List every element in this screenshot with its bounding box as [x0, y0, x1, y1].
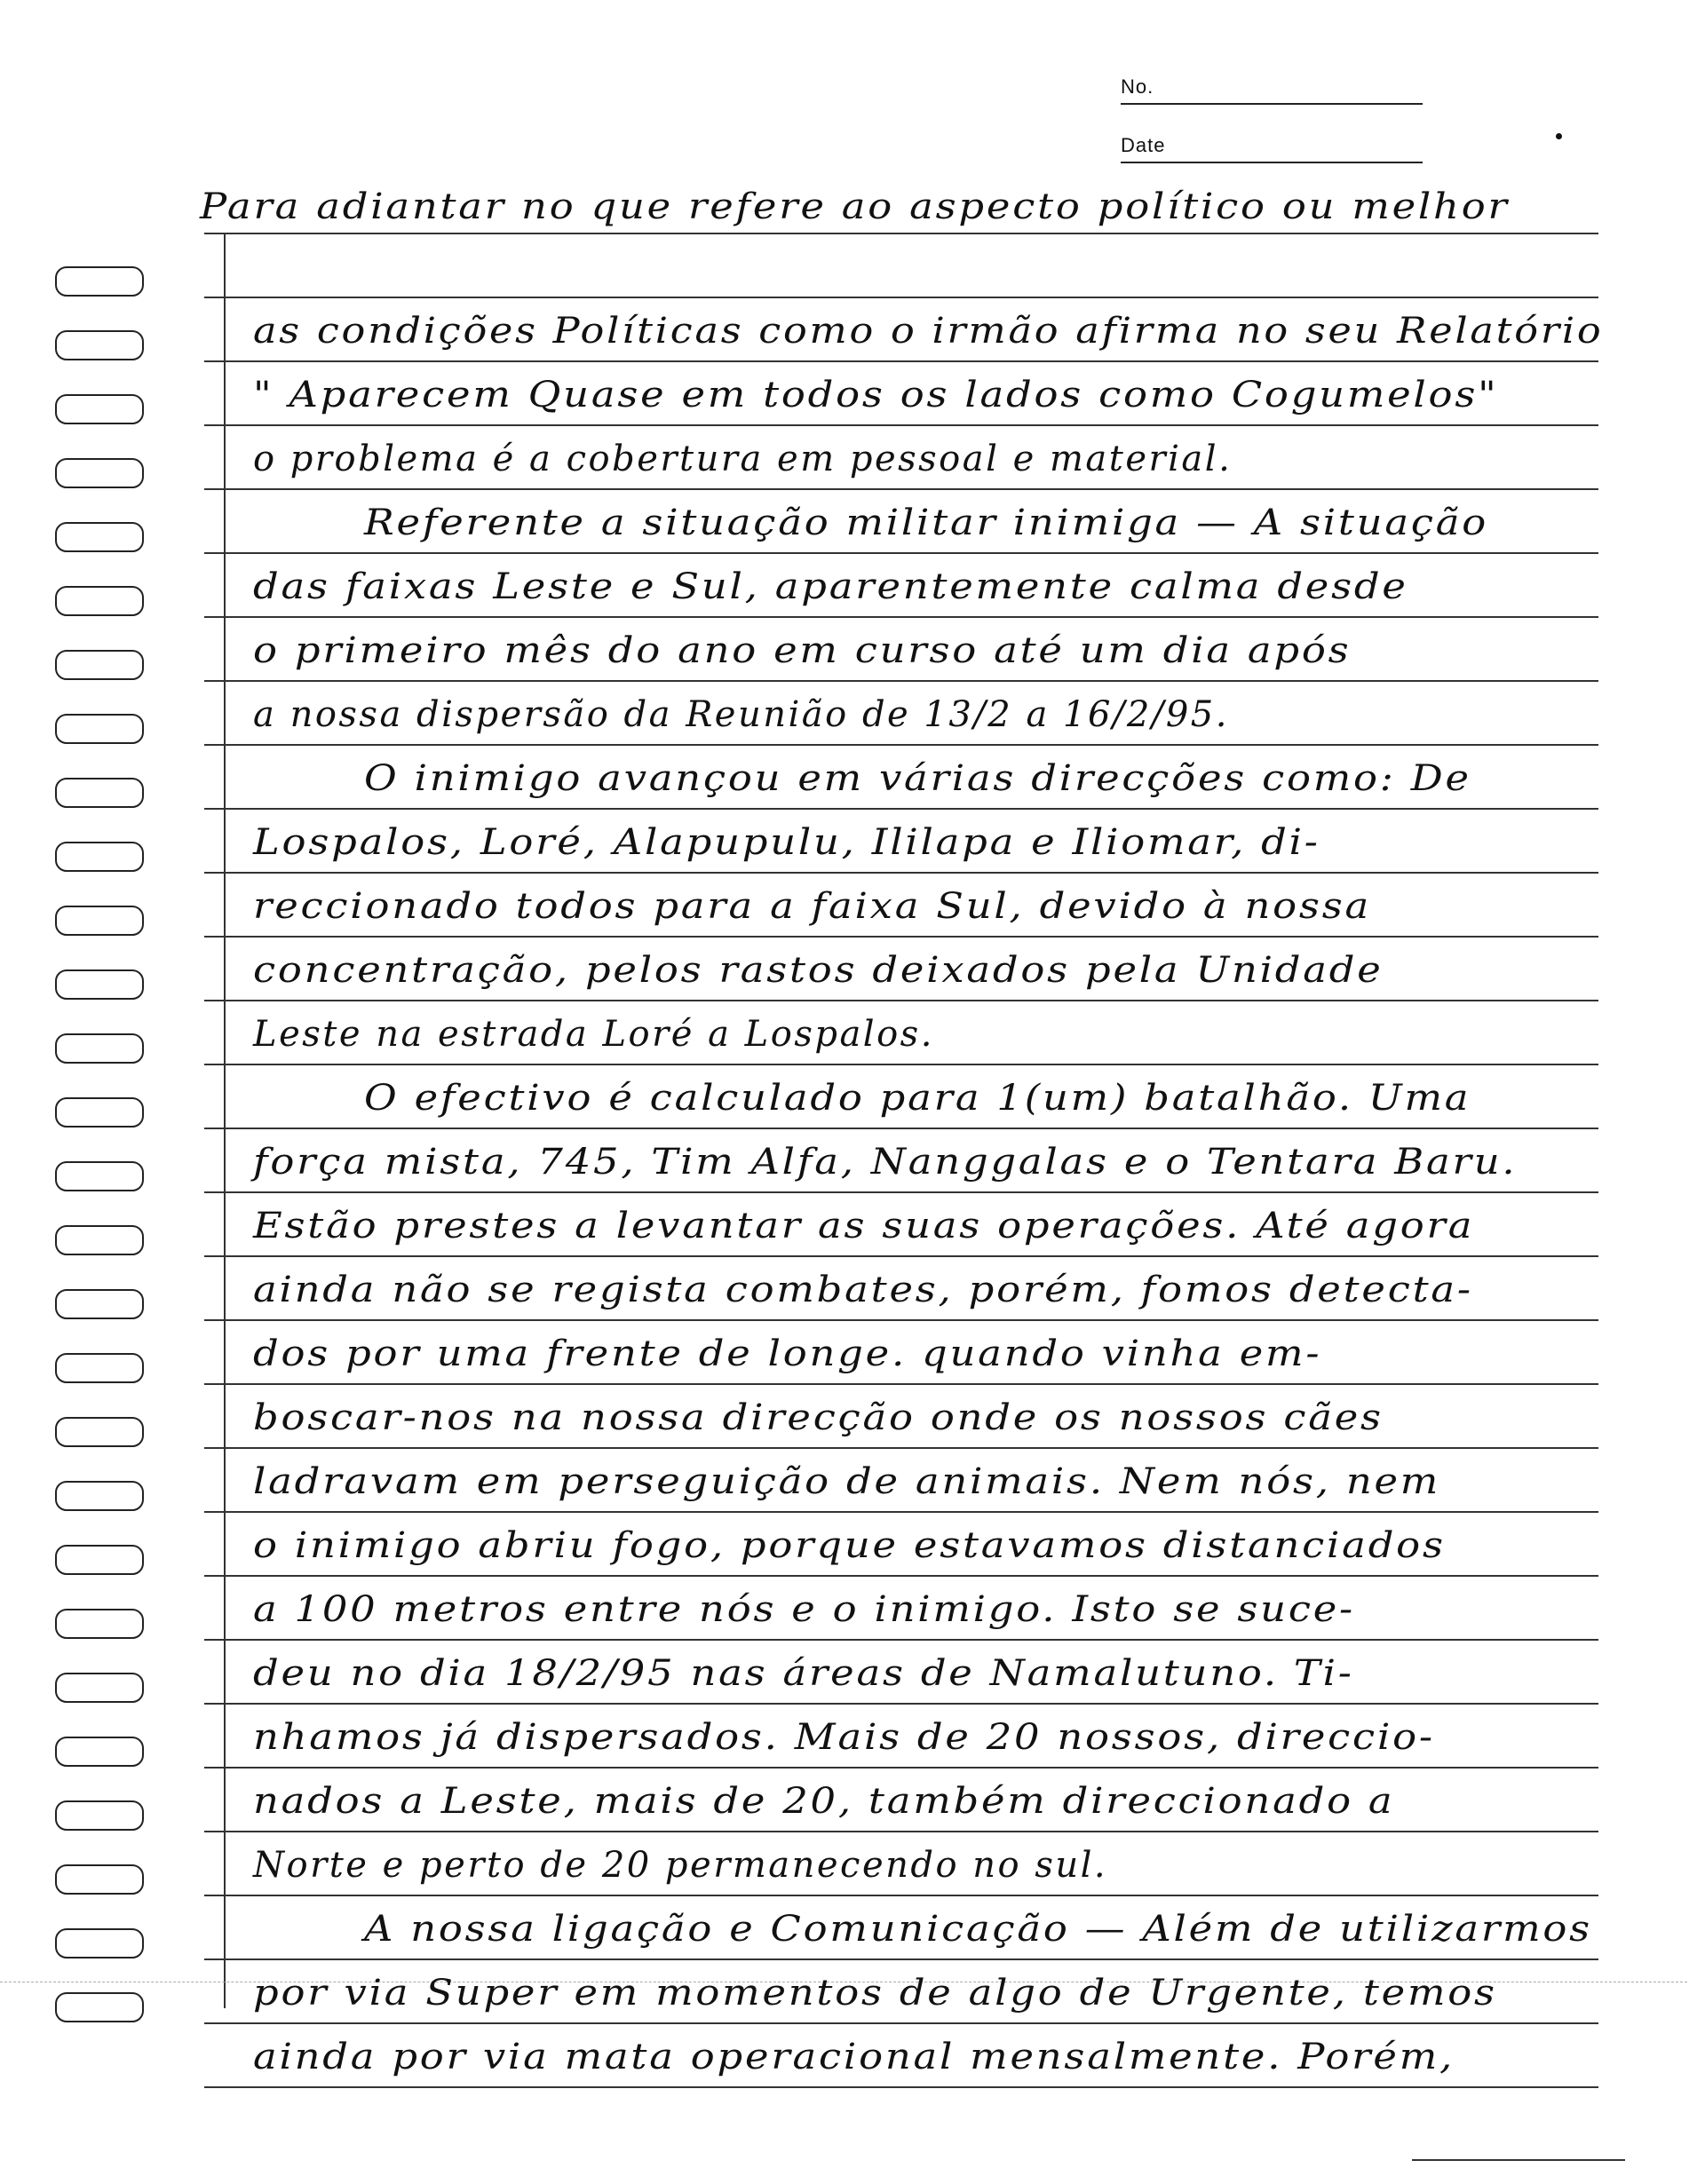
text-line: as condições Políticas como o irmão afirma no seu Relatório — [253, 311, 1604, 352]
binder-hole — [55, 969, 144, 1000]
binder-hole — [55, 394, 144, 424]
ruled-line — [204, 1383, 1598, 1385]
ruled-line — [204, 680, 1598, 682]
ruled-line — [204, 1128, 1598, 1129]
ruled-line — [204, 1447, 1598, 1449]
text-line: ladravam em perseguição de animais. Nem nós, nem — [253, 1461, 1441, 1502]
text-line: Estão prestes a levantar as suas operações. Até agora — [253, 1206, 1475, 1246]
text-line: A nossa ligação e Comunicação — Além de utilizarmos — [364, 1909, 1592, 1950]
binder-hole — [55, 1481, 144, 1511]
binder-hole — [55, 1545, 144, 1575]
binder-hole — [55, 1097, 144, 1128]
binder-hole — [55, 586, 144, 616]
ruled-line — [204, 1064, 1598, 1065]
text-line: das faixas Leste e Sul, aparentemente calma desde — [253, 566, 1408, 607]
binder-hole — [55, 522, 144, 552]
ruled-line — [204, 1703, 1598, 1705]
ruled-line — [204, 872, 1598, 874]
ruled-line — [204, 488, 1598, 490]
margin-line — [224, 233, 226, 2008]
binder-hole — [55, 1033, 144, 1064]
text-line: ainda não se regista combates, porém, fomos detecta- — [253, 1270, 1473, 1310]
ruled-line — [204, 808, 1598, 810]
bottom-rule — [1412, 2159, 1625, 2161]
ruled-line — [204, 1511, 1598, 1513]
ruled-line — [204, 424, 1598, 426]
binder-hole — [55, 458, 144, 488]
text-line: concentração, pelos rastos deixados pela Unidade — [253, 950, 1384, 991]
number-field — [1121, 71, 1423, 105]
ruled-line — [204, 1895, 1598, 1896]
text-line: o inimigo abriu fogo, porque estavamos distanciados — [253, 1525, 1446, 1566]
binder-hole — [55, 1673, 144, 1703]
binder-hole — [55, 1161, 144, 1191]
binder-hole — [55, 1864, 144, 1895]
binder-hole — [55, 1417, 144, 1447]
text-line: a 100 metros entre nós e o inimigo. Isto se suce- — [253, 1589, 1355, 1630]
ruled-line — [204, 1191, 1598, 1193]
text-line: Referente a situação militar inimiga — A situação — [364, 502, 1489, 543]
text-line: nados a Leste, mais de 20, também direccionado a — [253, 1781, 1395, 1822]
ruled-line — [204, 1255, 1598, 1257]
ruled-line — [204, 1319, 1598, 1321]
ruled-line — [204, 616, 1598, 618]
text-line: o problema é a cobertura em pessoal e material. — [253, 439, 1233, 479]
binder-hole — [55, 650, 144, 680]
date-label: Date — [1121, 134, 1166, 156]
ruled-line — [204, 936, 1598, 938]
text-line: deu no dia 18/2/95 nas áreas de Namalutuno. Ti- — [253, 1653, 1354, 1694]
text-line: dos por uma frente de longe. quando vinha em- — [253, 1333, 1322, 1374]
ruled-line — [204, 1575, 1598, 1577]
ruled-line — [204, 1639, 1598, 1641]
ruled-line — [204, 2086, 1598, 2088]
binder-hole — [55, 1289, 144, 1319]
text-line: " Aparecem Quase em todos os lados como Cogumelos" — [253, 375, 1499, 415]
ruled-line — [204, 2022, 1598, 2024]
ruled-line — [204, 1958, 1598, 1960]
date-field — [1121, 130, 1423, 163]
text-line: O inimigo avançou em várias direcções como: De — [364, 758, 1471, 799]
text-line: reccionado todos para a faixa Sul, devido à nossa — [253, 886, 1372, 927]
text-line: Lospalos, Loré, Alapupulu, Ililapa e Iliomar, di- — [253, 822, 1320, 863]
text-line: boscar-nos na nossa direcção onde os nossos cães — [253, 1397, 1384, 1438]
text-line: Leste na estrada Loré a Lospalos. — [253, 1014, 934, 1055]
binder-hole — [55, 1992, 144, 2022]
text-line: por via Super em momentos de algo de Urgente, temos — [253, 1973, 1497, 2014]
text-line: nhamos já dispersados. Mais de 20 nossos, direccio- — [253, 1717, 1435, 1758]
ruled-line — [204, 744, 1598, 746]
ink-dot — [1556, 133, 1562, 139]
ruled-line — [204, 552, 1598, 554]
ruled-line — [204, 360, 1598, 362]
text-line: força mista, 745, Tim Alfa, Nanggalas e o Tentara Baru. — [253, 1142, 1518, 1183]
text-line: o primeiro mês do ano em curso até um dia após — [253, 630, 1352, 671]
binder-hole — [55, 1609, 144, 1639]
binder-hole — [55, 1928, 144, 1958]
text-line: ainda por via mata operacional mensalmente. Porém, — [253, 2037, 1455, 2077]
binder-hole — [55, 778, 144, 808]
binder-hole — [55, 266, 144, 297]
ruled-line — [204, 297, 1598, 298]
binder-hole — [55, 906, 144, 936]
number-label: No. — [1121, 75, 1154, 98]
text-line: a nossa dispersão da Reunião de 13/2 a 16/2/95. — [253, 694, 1229, 735]
text-line: Para adiantar no que refere ao aspecto político ou melhor — [200, 186, 1510, 227]
binder-hole — [55, 1800, 144, 1831]
binder-hole — [55, 842, 144, 872]
binder-hole — [55, 330, 144, 360]
text-line: O efectivo é calculado para 1(um) batalhão. Uma — [364, 1078, 1471, 1119]
ruled-line — [204, 1000, 1598, 1001]
text-line: Norte e perto de 20 permanecendo no sul. — [253, 1845, 1108, 1886]
binder-hole — [55, 1353, 144, 1383]
binder-hole — [55, 714, 144, 744]
binder-hole — [55, 1737, 144, 1767]
binder-hole — [55, 1225, 144, 1255]
ruled-line — [204, 233, 1598, 234]
ruled-line — [204, 1767, 1598, 1769]
ruled-line — [204, 1831, 1598, 1832]
